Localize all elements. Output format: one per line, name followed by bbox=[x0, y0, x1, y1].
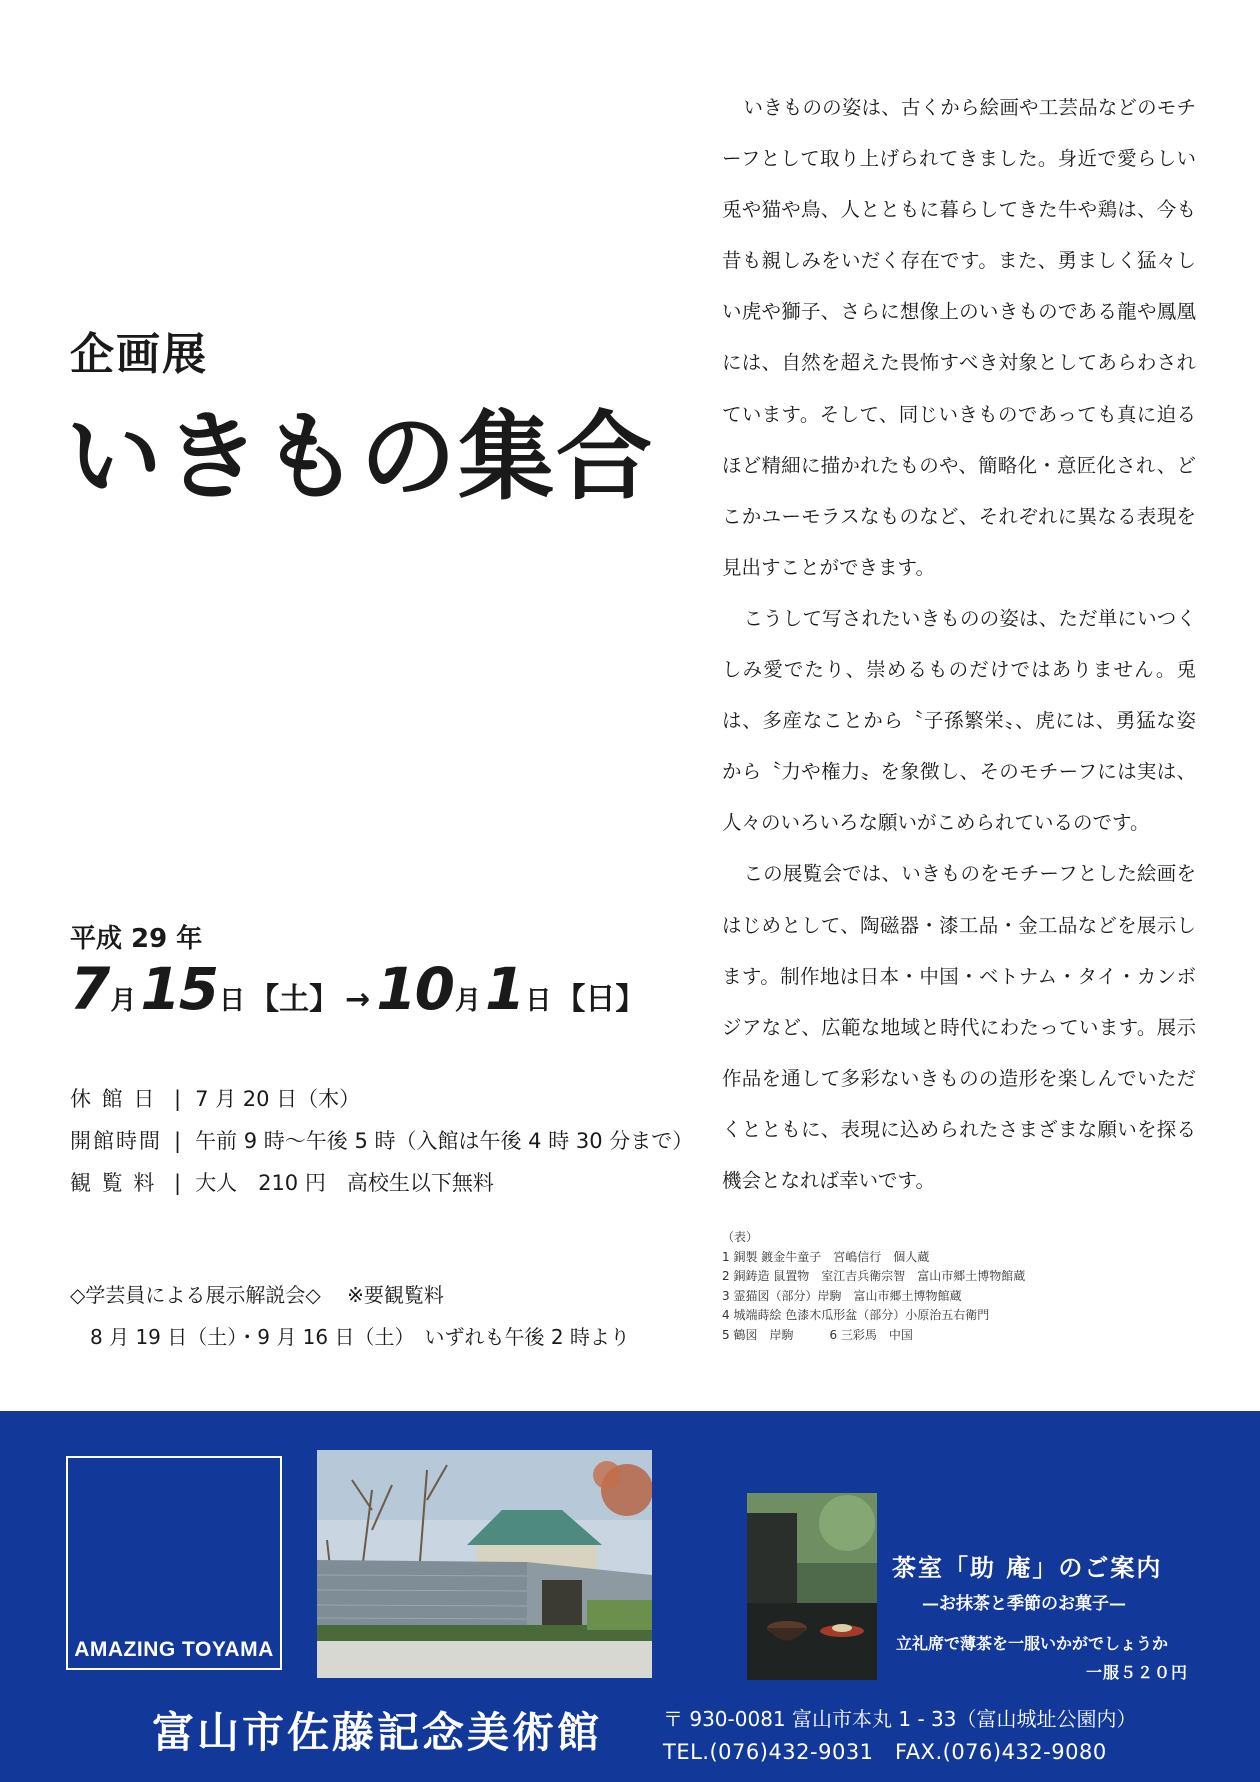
description-paragraph: こうして写されたいきものの姿は、ただ単にいつくしみ愛でたり、崇めるものだけではありません。兎は、多産なことから〝子孫繁栄〟、虎には、勇猛な姿から〝力や権力〟を象徴し、そのモチーフには実は、人々のいろいろな願いがこめられているのです。 bbox=[722, 606, 1196, 835]
month-unit: 月 bbox=[454, 986, 481, 1016]
info-row-hours bbox=[70, 1120, 693, 1162]
tea-room-price: 一服５２０円 bbox=[1086, 1663, 1189, 1682]
info-label: 開館時間 bbox=[70, 1129, 162, 1153]
tea-room-description: 立礼席で薄茶を一服いかがでしょうか bbox=[896, 1634, 1169, 1653]
info-separator: | bbox=[174, 1171, 182, 1195]
start-month: 7 bbox=[70, 955, 109, 1023]
tea-room-subtitle: —お抹茶と季節のお菓子— bbox=[922, 1594, 1126, 1614]
day-unit: 日 bbox=[525, 986, 552, 1016]
credit-line: （表） bbox=[722, 1230, 759, 1244]
info-separator: | bbox=[174, 1129, 182, 1153]
info-row-closed bbox=[70, 1078, 693, 1120]
amazing-toyama-logo bbox=[66, 1456, 282, 1670]
info-value: 大人 210 円 高校生以下無料 bbox=[195, 1171, 494, 1195]
museum-address: 〒 930-0081 富山市本丸 1 - 33（富山城址公園内） bbox=[663, 1707, 1137, 1731]
credit-line: 5 鶴図 岸駒 6 三彩馬 中国 bbox=[722, 1327, 913, 1342]
day-unit: 日 bbox=[219, 986, 246, 1016]
exhibition-label: 企画展 bbox=[70, 329, 208, 380]
era-year: 平成 29 年 bbox=[70, 924, 203, 954]
arrow-icon: → bbox=[345, 982, 371, 1017]
end-month: 10 bbox=[376, 955, 453, 1023]
gallery-talk-heading: ◇学芸員による展示解説会◇ ※要観覧料 bbox=[70, 1283, 444, 1307]
credit-line: 3 霊猫図（部分）岸駒 富山市郷土博物館蔵 bbox=[722, 1288, 962, 1303]
logo-text: AMAZING TOYAMA bbox=[74, 1638, 274, 1661]
info-separator: | bbox=[174, 1087, 182, 1111]
credit-line: 2 銅鋳造 鼠置物 室江吉兵衛宗智 富山市郷土博物館蔵 bbox=[722, 1269, 1026, 1283]
museum-contact: TEL.(076)432-9031 FAX.(076)432-9080 bbox=[663, 1740, 1107, 1764]
museum-building-illustration bbox=[317, 1450, 652, 1678]
tea-bowl-illustration bbox=[747, 1493, 877, 1680]
museum-name: 富山市佐藤記念美術館 bbox=[152, 1708, 603, 1757]
info-value: 7 月 20 日（木） bbox=[195, 1087, 361, 1111]
gallery-talk bbox=[70, 1274, 630, 1358]
start-day: 15 bbox=[140, 955, 218, 1023]
tea-room-title: 茶室「助 庵」のご案内 bbox=[892, 1553, 1163, 1582]
info-value: 午前 9 時〜午後 5 時（入館は午後 4 時 30 分まで） bbox=[195, 1129, 694, 1153]
exhibition-dates bbox=[70, 955, 645, 1023]
credit-line: 4 城端蒔絵 色漆木瓜形盆（部分）小原治五右衛門 bbox=[722, 1308, 990, 1322]
image-credits bbox=[722, 1228, 1025, 1345]
description-paragraph: この展覧会では、いきものをモチーフとした絵画をはじめとして、陶磁器・漆工品・金工品などを展示します。制作地は日本・中国・ベトナム・タイ・カンボジアなど、広範な地域と時代にわたっています。展示作品を通して多彩ないきものの造形を楽しんでいただくとともに、表現に込められたさまざまな願いを探る機会となれば幸いです。 bbox=[722, 862, 1196, 1192]
visitor-info bbox=[70, 1078, 693, 1204]
tea-room-photo bbox=[747, 1493, 877, 1680]
info-row-admission bbox=[70, 1162, 693, 1204]
gallery-talk-dates: 8 月 19 日（土）・9 月 16 日（土） いずれも午後 2 時より bbox=[90, 1325, 630, 1349]
info-label: 休 館 日 bbox=[70, 1087, 157, 1111]
exhibition-title: いきもの集合 bbox=[66, 401, 654, 513]
start-weekday: 【土】 bbox=[249, 982, 340, 1017]
museum-building-photo bbox=[317, 1450, 652, 1678]
credit-line: 1 銅製 鍍金牛童子 宮嶋信行 個人蔵 bbox=[722, 1249, 930, 1264]
end-day: 1 bbox=[484, 955, 524, 1023]
info-label: 観 覧 料 bbox=[70, 1171, 157, 1195]
exhibition-description bbox=[722, 82, 1196, 1206]
description-paragraph: いきものの姿は、古くから絵画や工芸品などのモチーフとして取り上げられてきました。身近で愛らしい兎や猫や鳥、人とともに暮らしてきた牛や鶏は、今も昔も親しみをいだく存在です。また、勇ましく猛々しい虎や獅子、さらに想像上のいきものである龍や鳳凰には、自然を超えた畏怖すべき対象としてあらわされています。そして、同じいきものであっても真に迫るほど精細に描かれたものや、簡略化・意匠化され、どこかユーモラスなものなど、それぞれに異なる表現を見出すことができます。 bbox=[722, 96, 1196, 579]
end-weekday: 【日】 bbox=[555, 982, 646, 1017]
month-unit: 月 bbox=[110, 986, 137, 1016]
